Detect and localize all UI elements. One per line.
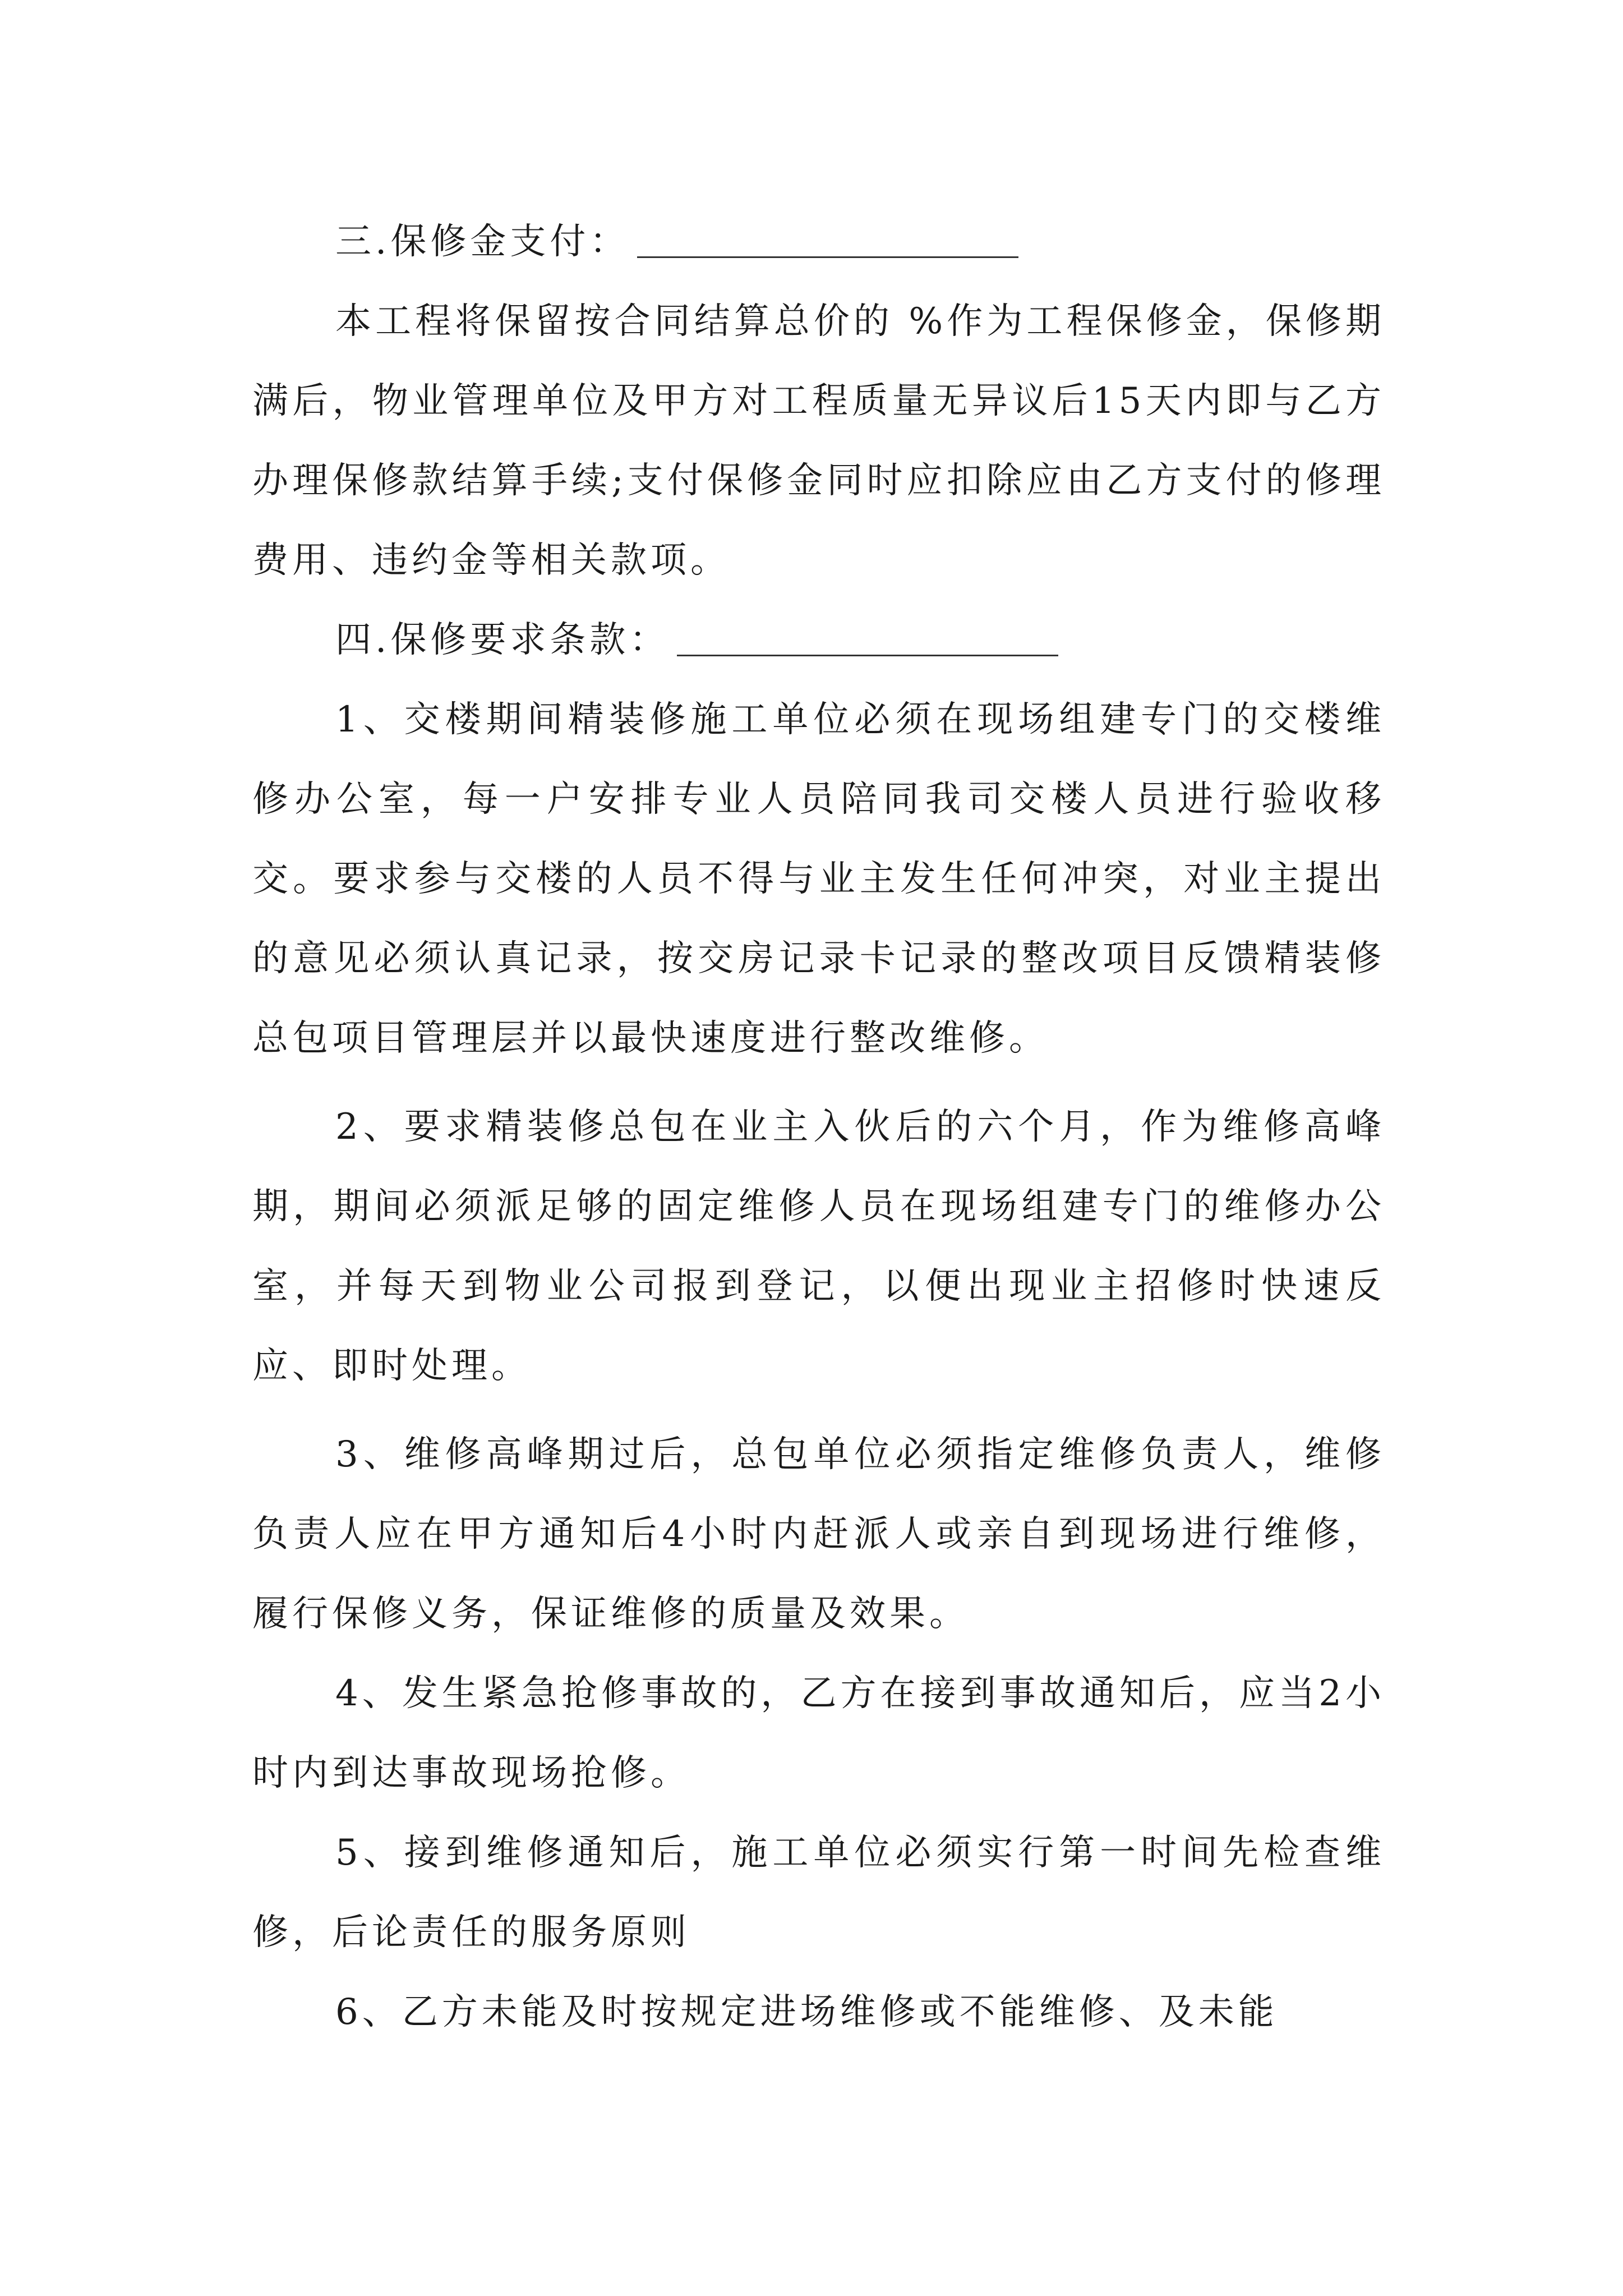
paragraph: 本工程将保留按合同结算总价的 %作为工程保修金，保修期满后，物业管理单位及甲方对工程质量无异议后15天内即与乙方办理保修款结算手续;支付保修金同时应扣除应由乙方支付的修理费用、违约金等相关款项。	[252, 301, 1385, 581]
document-body	[252, 202, 1385, 2052]
paragraph-clause-1: 1、交楼期间精装修施工单位必须在现场组建专门的交楼维修办公室，每一户安排专业人员陪同我司交楼人员进行验收移交。要求参与交楼的人员不得与业主发生任何冲突，对业主提出的意见必须认真记录，按交房记录卡记录的整改项目反馈精装修总包项目管理层并以最快速度进行整改维修。	[252, 699, 1385, 1059]
paragraph-clause-5: 5、接到维修通知后，施工单位必须实行第一时间先检查维修，后论责任的服务原则	[252, 1832, 1385, 1953]
paragraph-clause-2: 2、要求精装修总包在业主入伙后的六个月，作为维修高峰期，期间必须派足够的固定维修人员在现场组建专门的维修办公室，并每天到物业公司报到登记，以便出现业主招修时快速反应、即时处理。	[252, 1106, 1385, 1387]
fill-in-blank	[677, 655, 1058, 656]
section-heading-payment	[252, 202, 1385, 282]
paragraph-clause-3: 3、维修高峰期过后，总包单位必须指定维修负责人，维修负责人应在甲方通知后4小时内赶派人或亲自到现场进行维修，履行保修义务，保证维修的质量及效果。	[252, 1434, 1385, 1635]
section-heading-text: 三.保修金支付：	[335, 221, 630, 263]
section-heading-text: 四.保修要求条款：	[335, 619, 670, 661]
paragraph-clause-4: 4、发生紧急抢修事故的，乙方在接到事故通知后，应当2小时内到达事故现场抢修。	[252, 1673, 1385, 1794]
section-heading-requirements	[252, 600, 1385, 680]
fill-in-blank	[637, 256, 1018, 258]
paragraph-clause-6: 6、乙方未能及时按规定进场维修或不能维修、及未能	[335, 1991, 1278, 2033]
